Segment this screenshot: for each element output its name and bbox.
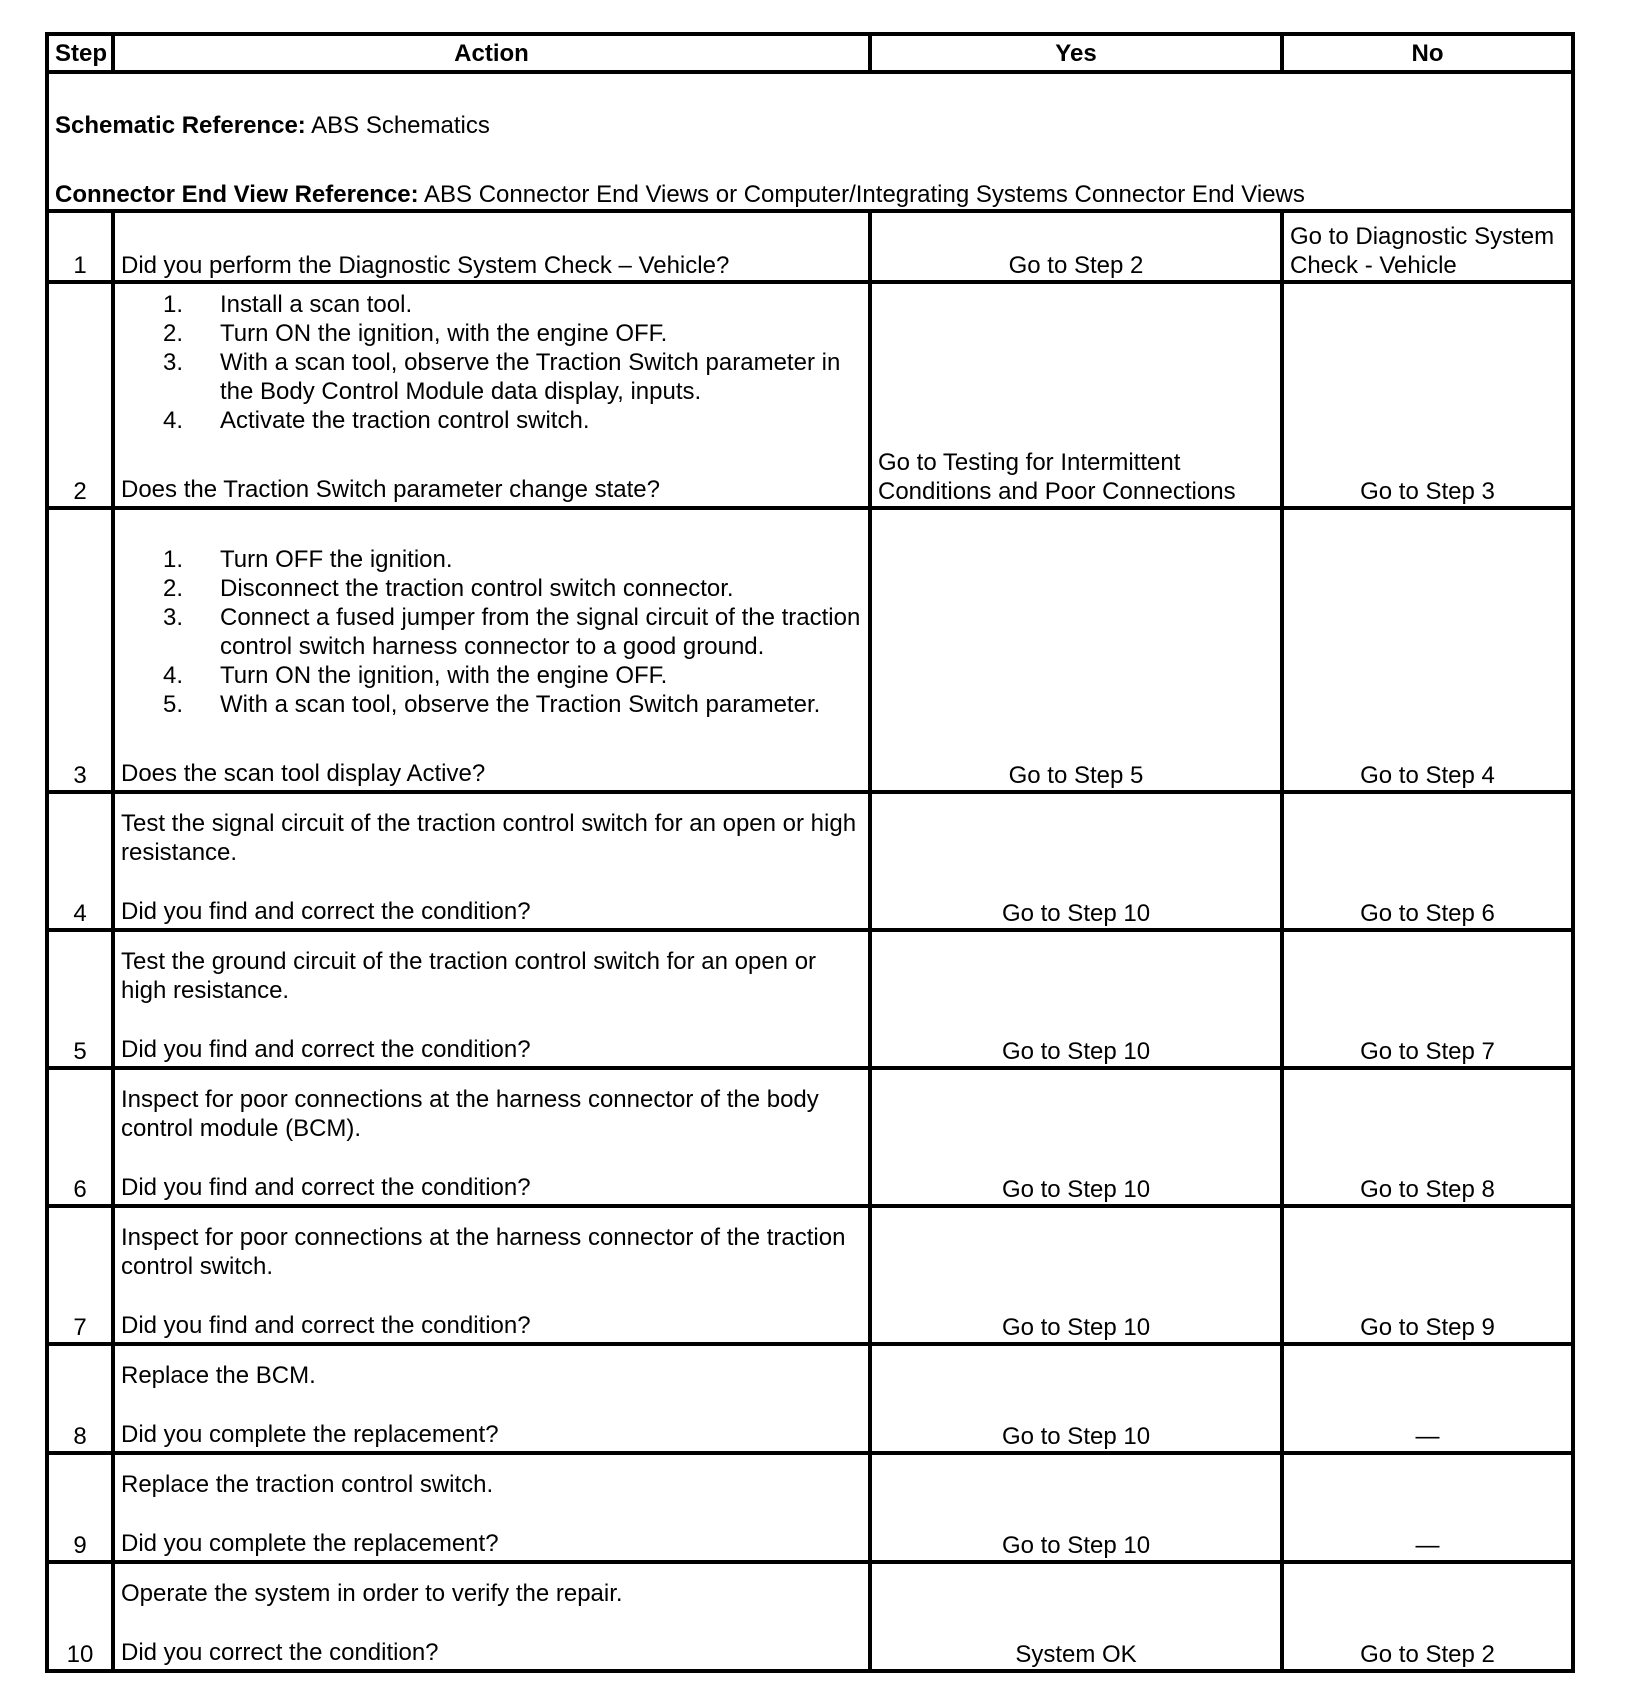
- step-number: 2: [47, 282, 113, 508]
- action-cell: [113, 1344, 870, 1453]
- list-item: 3. With a scan tool, observe the Traction Switch parameter in the Body Control Module data display, inputs.: [162, 349, 841, 405]
- yes-cell: System OK: [870, 1562, 1282, 1671]
- list-item: 3. Connect a fused jumper from the signal circuit of the traction control switch harness connector to a good ground.: [162, 604, 861, 660]
- substep-list: [121, 545, 862, 719]
- action-text: Inspect for poor connections at the harness connector of the traction control switch.: [121, 1224, 846, 1280]
- header-action: Action: [113, 34, 870, 72]
- yes-cell: Go to Step 10: [870, 930, 1282, 1068]
- header-step: Step: [47, 34, 113, 72]
- step-number: 9: [47, 1453, 113, 1562]
- header-row: [47, 34, 1573, 72]
- no-cell: Go to Step 8: [1282, 1068, 1573, 1206]
- yes-cell: Go to Testing for Intermittent Conditions and Poor Connections: [870, 282, 1282, 508]
- substep-list: [121, 290, 862, 435]
- connector-reference-value: ABS Connector End Views or Computer/Integrating Systems Connector End Views: [418, 181, 1305, 208]
- schematic-reference-label: Schematic Reference:: [55, 112, 306, 139]
- no-cell: Go to Step 2: [1282, 1562, 1573, 1671]
- connector-reference: [55, 180, 1565, 209]
- action-cell: [113, 1562, 870, 1671]
- action-cell: [113, 211, 870, 282]
- schematic-reference-value: ABS Schematics: [305, 112, 490, 139]
- action-text: Replace the traction control switch.: [121, 1471, 494, 1498]
- yes-cell: Go to Step 5: [870, 508, 1282, 792]
- step-number: 1: [47, 211, 113, 282]
- question-text: Did you complete the replacement?: [121, 1421, 499, 1448]
- connector-reference-label: Connector End View Reference:: [55, 181, 419, 208]
- no-cell: Go to Step 7: [1282, 930, 1573, 1068]
- step-number: 10: [47, 1562, 113, 1671]
- step-number: 5: [47, 930, 113, 1068]
- action-cell: [113, 792, 870, 930]
- yes-cell: Go to Step 2: [870, 211, 1282, 282]
- table-row: [47, 508, 1573, 792]
- table-row: [47, 1344, 1573, 1453]
- question-text: Did you find and correct the condition?: [121, 1036, 531, 1063]
- no-cell: Go to Step 4: [1282, 508, 1573, 792]
- list-item: 5. With a scan tool, observe the Traction Switch parameter.: [162, 691, 821, 718]
- no-cell: Go to Step 3: [1282, 282, 1573, 508]
- yes-cell: Go to Step 10: [870, 792, 1282, 930]
- list-item: 4. Activate the traction control switch.: [162, 407, 590, 434]
- table-row: [47, 282, 1573, 508]
- table-row: [47, 1068, 1573, 1206]
- schematic-reference: [55, 111, 1565, 140]
- question-text: Does the Traction Switch parameter change state?: [121, 476, 660, 503]
- no-cell: —: [1282, 1453, 1573, 1562]
- step-number: 8: [47, 1344, 113, 1453]
- action-cell: [113, 1068, 870, 1206]
- no-cell: Go to Diagnostic System Check - Vehicle: [1282, 211, 1573, 282]
- question-text: Does the scan tool display Active?: [121, 760, 486, 787]
- question-text: Did you correct the condition?: [121, 1639, 439, 1666]
- list-item: 2. Disconnect the traction control switch connector.: [162, 575, 734, 602]
- action-text: Operate the system in order to verify the repair.: [121, 1580, 623, 1607]
- table-row: [47, 1453, 1573, 1562]
- action-cell: [113, 282, 870, 508]
- action-text: Inspect for poor connections at the harness connector of the body control module (BCM).: [121, 1086, 819, 1142]
- action-cell: [113, 1206, 870, 1344]
- no-cell: —: [1282, 1344, 1573, 1453]
- question-text: Did you find and correct the condition?: [121, 898, 531, 925]
- action-cell: [113, 508, 870, 792]
- question-text: Did you find and correct the condition?: [121, 1312, 531, 1339]
- table-row: [47, 211, 1573, 282]
- step-number: 3: [47, 508, 113, 792]
- header-no: No: [1282, 34, 1573, 72]
- list-item: 2. Turn ON the ignition, with the engine OFF.: [162, 320, 668, 347]
- list-item: 1. Install a scan tool.: [162, 291, 413, 318]
- step-number: 7: [47, 1206, 113, 1344]
- action-text: Test the signal circuit of the traction control switch for an open or high resistance.: [121, 810, 857, 866]
- table-row: [47, 792, 1573, 930]
- diagnostic-table: [45, 32, 1575, 1673]
- yes-cell: Go to Step 10: [870, 1344, 1282, 1453]
- reference-row: [47, 72, 1573, 211]
- yes-cell: Go to Step 10: [870, 1453, 1282, 1562]
- action-text: Did you perform the Diagnostic System Check – Vehicle?: [121, 252, 730, 279]
- list-item: 4. Turn ON the ignition, with the engine OFF.: [162, 662, 668, 689]
- action-text: Replace the BCM.: [121, 1362, 316, 1389]
- table-row: [47, 1562, 1573, 1671]
- question-text: Did you find and correct the condition?: [121, 1174, 531, 1201]
- reference-cell: [47, 72, 1573, 211]
- step-number: 4: [47, 792, 113, 930]
- yes-cell: Go to Step 10: [870, 1068, 1282, 1206]
- action-cell: [113, 930, 870, 1068]
- table-row: [47, 1206, 1573, 1344]
- question-text: Did you complete the replacement?: [121, 1530, 499, 1557]
- step-number: 6: [47, 1068, 113, 1206]
- yes-cell: Go to Step 10: [870, 1206, 1282, 1344]
- table-row: [47, 930, 1573, 1068]
- no-cell: Go to Step 6: [1282, 792, 1573, 930]
- header-yes: Yes: [870, 34, 1282, 72]
- action-cell: [113, 1453, 870, 1562]
- action-text: Test the ground circuit of the traction control switch for an open or high resistance.: [121, 948, 817, 1004]
- no-cell: Go to Step 9: [1282, 1206, 1573, 1344]
- list-item: 1. Turn OFF the ignition.: [162, 546, 453, 573]
